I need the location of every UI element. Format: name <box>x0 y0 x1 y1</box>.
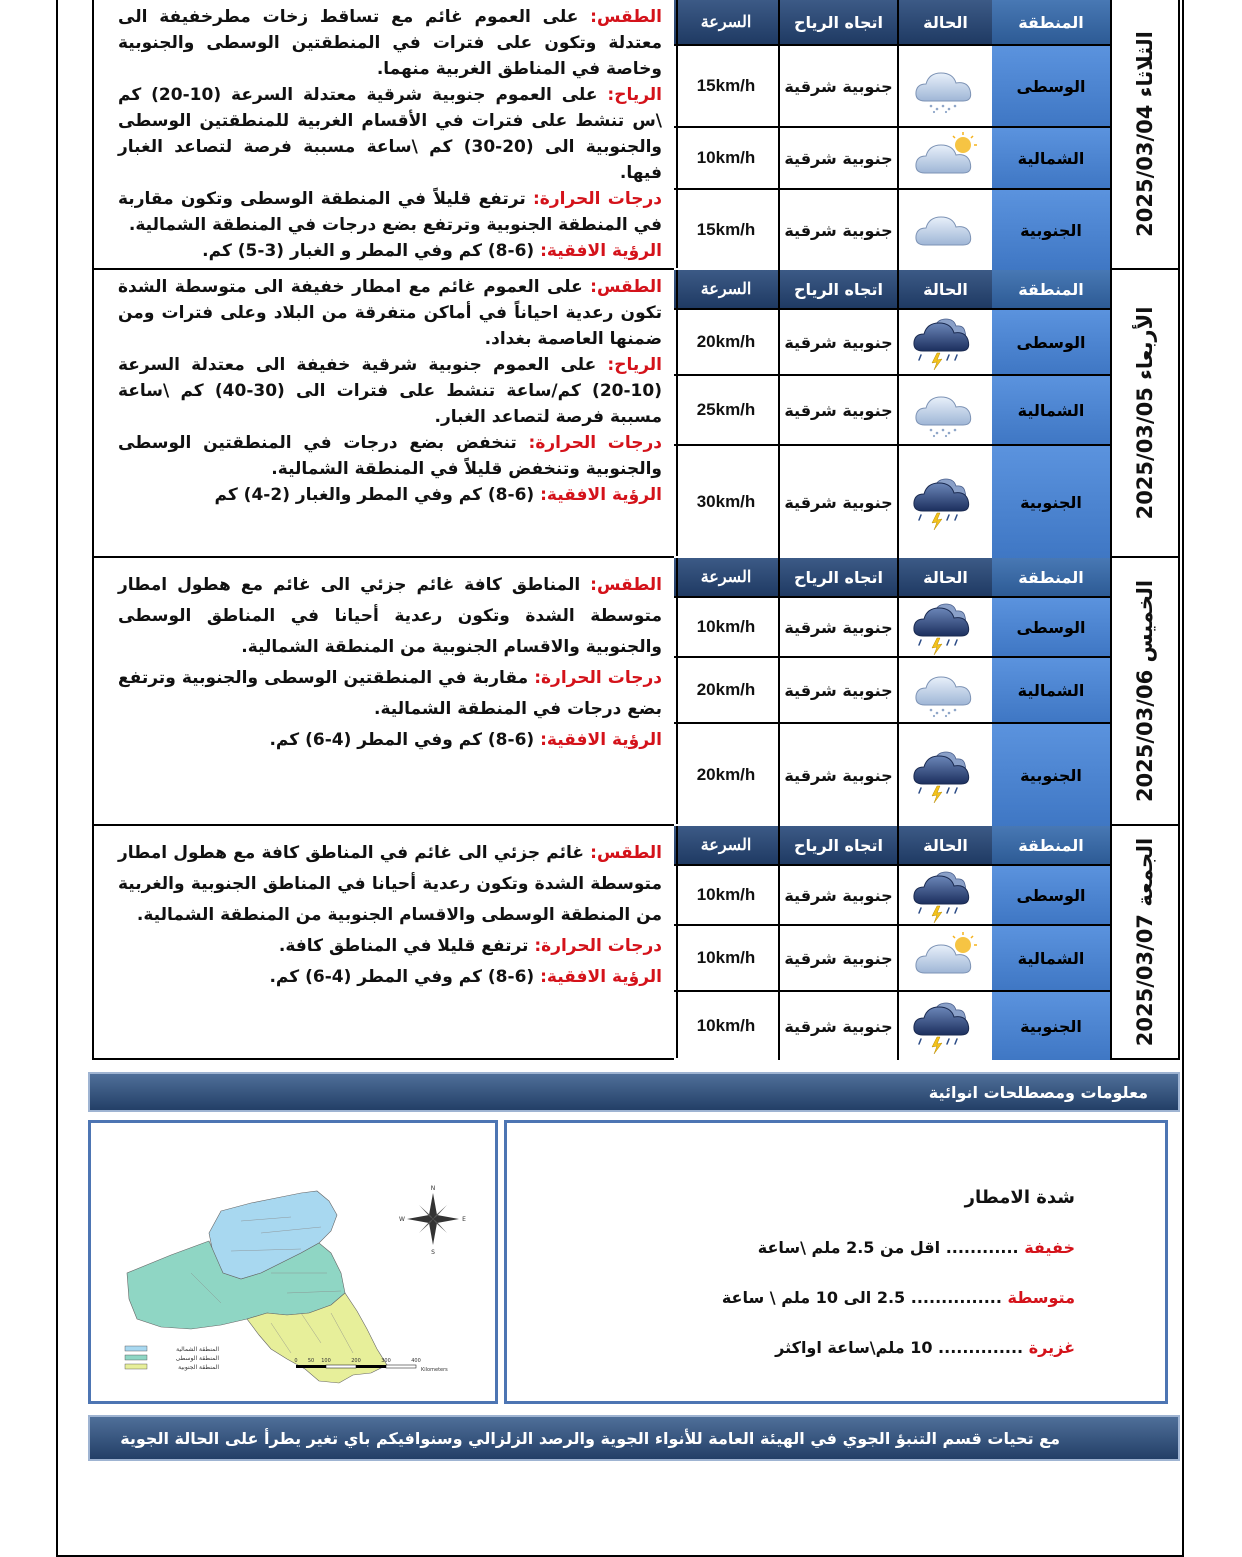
rain-light-line: خفيفة ............ اقل من 2.5 ملم \ساعة <box>757 1238 1075 1257</box>
forecast-paragraph <box>118 725 662 756</box>
forecast-paragraph-body: (6-8) كم وفي المطر و الغبار (3-5) كم. <box>202 241 541 261</box>
region-cell: الجنوبية <box>992 724 1110 826</box>
table-row <box>674 926 1110 992</box>
forecast-paragraph-body: مقاربة في المنطقتين الوسطى والجنوبية وترتفع بضع درجات في المنطقة الشمالية. <box>118 668 662 719</box>
thunderstorm-icon <box>897 992 992 1060</box>
forecast-paragraph-body: ترتفع قليلا في المناطق كافة. <box>278 936 535 956</box>
forecast-paragraph-label: درجات الحرارة: <box>534 936 662 956</box>
table-header-row <box>674 270 1110 310</box>
table-row <box>674 128 1110 190</box>
rain-moderate-line: متوسطة ............... 2.5 الى 10 ملم \ ساعة <box>721 1288 1075 1307</box>
forecast-paragraph-body: (6-8) كم وفي المطر والغبار (2-4) كم <box>214 485 541 505</box>
forecast-paragraph-body: على العموم غائم مع تساقط زخات مطرخفيفة الى معتدلة وتكون على فترات في المنطقتين الوسطى والجنوبية وخاصة في المناطق الغربية منهما. <box>118 7 662 79</box>
wind-direction-cell: جنوبية شرقية <box>778 46 897 126</box>
forecast-paragraph <box>118 962 662 993</box>
header-wind-direction: اتجاه الرياح <box>778 558 897 596</box>
compass-icon <box>399 1185 466 1256</box>
wind-speed-cell: 20km/h <box>674 724 778 826</box>
region-cell: الوسطى <box>992 310 1110 374</box>
cloudy-icon <box>897 190 992 270</box>
thunderstorm-icon <box>897 866 992 924</box>
table-row <box>674 724 1110 826</box>
rain-intensity-legend <box>722 1187 1075 1388</box>
thunderstorm-icon <box>897 598 992 656</box>
iraq-regions-map <box>91 1123 495 1401</box>
forecast-paragraph <box>118 482 662 508</box>
forecast-paragraph-body: (6-8) كم وفي المطر (4-6) كم. <box>269 967 541 987</box>
forecast-paragraph-body: غائم جزئي الى غائم في المناطق كافة مع هطول امطار متوسطة الشدة وتكون رعدية أحيانا في المناطق الجنوبية والغربية من المنطقة الوسطى والاقسام الجنوبية من المنطقة الشمالية. <box>118 843 662 925</box>
rain-heavy-line: غزيرة .............. 10 ملم\ساعة اواكثر <box>775 1338 1075 1357</box>
forecast-paragraph-body: على العموم جنوبية شرقية معتدلة السرعة (10-20) كم \س تنشط على فترات في الأقسام الغربية للمنطقتين الوسطى والجنوبية الى (20-30) كم \ساعة مسببة فرصة لتصاعد الغبار فيها. <box>118 85 662 183</box>
region-cell: الوسطى <box>992 598 1110 656</box>
svg-text:E: E <box>462 1216 466 1223</box>
forecast-paragraph <box>118 186 662 238</box>
svg-text:0: 0 <box>294 1358 298 1364</box>
day-date-label: الخميس 2025/03/06 <box>1133 579 1157 803</box>
cloud-rain-icon <box>897 658 992 722</box>
day-date-label: الجمعة 2025/03/07 <box>1133 837 1157 1047</box>
region-cell: الشمالية <box>992 376 1110 444</box>
info-title: معلومات ومصطلحات انوائية <box>928 1082 1148 1102</box>
forecast-paragraph-body: على العموم غائم مع امطار خفيفة الى متوسطة الشدة تكون رعدية احياناً في أماكن متفرقة من البلاد وعلى فترات ومن ضمنها العاصمة بغداد. <box>118 277 662 349</box>
svg-text:100: 100 <box>321 1358 331 1364</box>
forecast-description <box>94 826 678 1058</box>
wind-direction-cell: جنوبية شرقية <box>778 190 897 270</box>
footer-text: مع تحيات قسم التنبؤ الجوي في الهيئة العامة للأنواء الجوية والرصد الزلزالي وسنوافيكم باي تغير يطرأ على الحالة الجوية <box>120 1428 1060 1448</box>
table-row <box>674 446 1110 558</box>
header-speed: السرعة <box>674 270 778 308</box>
region-cell: الجنوبية <box>992 446 1110 558</box>
forecast-table <box>674 826 1110 1058</box>
forecast-day <box>92 826 1180 1060</box>
svg-text:S: S <box>431 1249 435 1256</box>
wind-speed-cell: 15km/h <box>674 190 778 270</box>
table-row <box>674 992 1110 1060</box>
info-bar <box>88 1072 1180 1112</box>
day-date-label: الأربعاء 2025/03/05 <box>1133 306 1157 520</box>
forecast-paragraph <box>118 430 662 482</box>
forecast-paragraph <box>118 663 662 725</box>
header-region: المنطقة <box>992 270 1110 308</box>
wind-direction-cell: جنوبية شرقية <box>778 376 897 444</box>
table-row <box>674 658 1110 724</box>
header-speed: السرعة <box>674 558 778 596</box>
forecast-description <box>94 558 678 824</box>
table-header-row <box>674 826 1110 866</box>
forecast-table <box>674 558 1110 824</box>
wind-speed-cell: 10km/h <box>674 926 778 990</box>
partly-cloudy-sun-icon <box>897 128 992 188</box>
forecast-paragraph-label: الرؤية الافقية: <box>540 967 662 987</box>
partly-cloudy-sun-icon <box>897 926 992 990</box>
header-speed: السرعة <box>674 826 778 864</box>
table-row <box>674 598 1110 658</box>
map-legend <box>125 1346 219 1371</box>
forecast-day <box>92 558 1180 826</box>
thunderstorm-icon <box>897 446 992 558</box>
forecast-paragraph-label: درجات الحرارة: <box>533 189 662 209</box>
wind-direction-cell: جنوبية شرقية <box>778 926 897 990</box>
rain-intensity-panel <box>504 1120 1168 1404</box>
day-date-cell <box>1110 0 1178 268</box>
wind-direction-cell: جنوبية شرقية <box>778 724 897 826</box>
forecast-paragraph <box>118 274 662 352</box>
table-header-row <box>674 558 1110 598</box>
svg-text:N: N <box>430 1185 436 1192</box>
wind-direction-cell: جنوبية شرقية <box>778 658 897 722</box>
header-wind-direction: اتجاه الرياح <box>778 0 897 44</box>
svg-text:50: 50 <box>307 1358 315 1364</box>
forecast-paragraph-label: الرؤية الافقية: <box>540 241 662 261</box>
region-cell: الوسطى <box>992 46 1110 126</box>
table-row <box>674 866 1110 926</box>
region-cell: الشمالية <box>992 658 1110 722</box>
forecast-description <box>94 0 678 268</box>
forecast-paragraph <box>118 352 662 430</box>
day-date-cell <box>1110 558 1178 824</box>
forecast-paragraph <box>118 238 662 264</box>
cloud-rain-icon <box>897 46 992 126</box>
svg-text:المنطقة الجنوبية: المنطقة الجنوبية <box>178 1364 219 1371</box>
svg-text:W: W <box>399 1216 405 1223</box>
wind-direction-cell: جنوبية شرقية <box>778 310 897 374</box>
forecast-paragraph-label: الطقس: <box>590 843 662 863</box>
region-cell: الجنوبية <box>992 190 1110 270</box>
wind-speed-cell: 15km/h <box>674 46 778 126</box>
forecast-paragraph-label: الطقس: <box>590 277 662 297</box>
header-wind-direction: اتجاه الرياح <box>778 826 897 864</box>
header-status: الحالة <box>897 558 992 596</box>
rain-intensity-title: شدة الامطار <box>964 1187 1075 1208</box>
wind-direction-cell: جنوبية شرقية <box>778 866 897 924</box>
forecast-paragraph-label: درجات الحرارة: <box>528 433 662 453</box>
thunderstorm-icon <box>897 724 992 826</box>
forecast-paragraph-body: على العموم جنوبية شرقية خفيفة الى معتدلة السرعة (10-20) كم/ساعة تنشط على فترات الى (30-40) كم \ساعة مسببة فرصة لتصاعد الغبار. <box>118 355 662 427</box>
forecast-paragraph <box>118 82 662 186</box>
forecast-paragraph-body: تنخفض بضع درجات في المنطقتين الوسطى والجنوبية وتنخفض قليلاً في المنطقة الشمالية. <box>118 433 662 479</box>
region-cell: الشمالية <box>992 926 1110 990</box>
forecast-paragraph-label: الرياح: <box>607 355 662 375</box>
iraq-map-panel <box>88 1120 498 1404</box>
header-status: الحالة <box>897 826 992 864</box>
footer-bar <box>88 1415 1180 1461</box>
forecast-paragraph <box>118 4 662 82</box>
wind-speed-cell: 20km/h <box>674 310 778 374</box>
svg-text:Kilometers: Kilometers <box>421 1367 448 1373</box>
forecast-day <box>92 0 1180 270</box>
header-status: الحالة <box>897 0 992 44</box>
svg-text:المنطقة الشمالية: المنطقة الشمالية <box>176 1346 219 1353</box>
wind-speed-cell: 25km/h <box>674 376 778 444</box>
forecast-table <box>674 0 1110 268</box>
region-cell: الجنوبية <box>992 992 1110 1060</box>
forecast-paragraph-label: الرياح: <box>607 85 662 105</box>
cloud-rain-icon <box>897 376 992 444</box>
forecast-paragraph-label: الطقس: <box>590 7 662 27</box>
region-cell: الوسطى <box>992 866 1110 924</box>
header-region: المنطقة <box>992 558 1110 596</box>
wind-direction-cell: جنوبية شرقية <box>778 992 897 1060</box>
table-row <box>674 310 1110 376</box>
wind-direction-cell: جنوبية شرقية <box>778 128 897 188</box>
day-date-label: الثلاثاء 2025/03/04 <box>1133 31 1157 237</box>
forecast-paragraph-label: الرؤية الافقية: <box>540 485 662 505</box>
wind-direction-cell: جنوبية شرقية <box>778 598 897 656</box>
wind-speed-cell: 10km/h <box>674 866 778 924</box>
table-header-row <box>674 0 1110 46</box>
table-row <box>674 190 1110 270</box>
forecast-paragraph-body: ترتفع قليلاً في المنطقة الوسطى وتكون مقاربة في المنطقة الجنوبية وترتفع بضع درجات في المنطقة الشمالية. <box>118 189 662 235</box>
header-wind-direction: اتجاه الرياح <box>778 270 897 308</box>
forecast-paragraph-body: (6-8) كم وفي المطر (4-6) كم. <box>269 730 541 750</box>
thunderstorm-icon <box>897 310 992 374</box>
header-status: الحالة <box>897 270 992 308</box>
svg-text:300: 300 <box>381 1358 391 1364</box>
forecast-paragraph-label: الرؤية الافقية: <box>540 730 662 750</box>
table-row <box>674 376 1110 446</box>
day-date-cell <box>1110 826 1178 1058</box>
day-date-cell <box>1110 270 1178 556</box>
table-row <box>674 46 1110 128</box>
region-cell: الشمالية <box>992 128 1110 188</box>
wind-speed-cell: 10km/h <box>674 992 778 1060</box>
forecast-paragraph <box>118 931 662 962</box>
wind-speed-cell: 10km/h <box>674 128 778 188</box>
header-region: المنطقة <box>992 0 1110 44</box>
forecast-table <box>674 270 1110 556</box>
forecast-day <box>92 270 1180 558</box>
forecast-description <box>94 270 678 556</box>
svg-text:المنطقة الوسطى: المنطقة الوسطى <box>175 1355 219 1362</box>
forecast-paragraph-label: درجات الحرارة: <box>534 668 662 688</box>
header-speed: السرعة <box>674 0 778 44</box>
svg-text:400: 400 <box>411 1358 421 1364</box>
forecast-paragraph <box>118 838 662 931</box>
header-region: المنطقة <box>992 826 1110 864</box>
forecast-paragraph <box>118 570 662 663</box>
wind-speed-cell: 10km/h <box>674 598 778 656</box>
forecast-paragraph-label: الطقس: <box>590 575 662 595</box>
wind-speed-cell: 20km/h <box>674 658 778 722</box>
forecast-paragraph-body: المناطق كافة غائم جزئي الى غائم مع هطول امطار متوسطة الشدة وتكون رعدية أحيانا في المناطق الوسطى والجنوبية والاقسام الجنوبية من المنطقة الشمالية. <box>118 575 662 657</box>
svg-text:200: 200 <box>351 1358 361 1364</box>
wind-speed-cell: 30km/h <box>674 446 778 558</box>
wind-direction-cell: جنوبية شرقية <box>778 446 897 558</box>
